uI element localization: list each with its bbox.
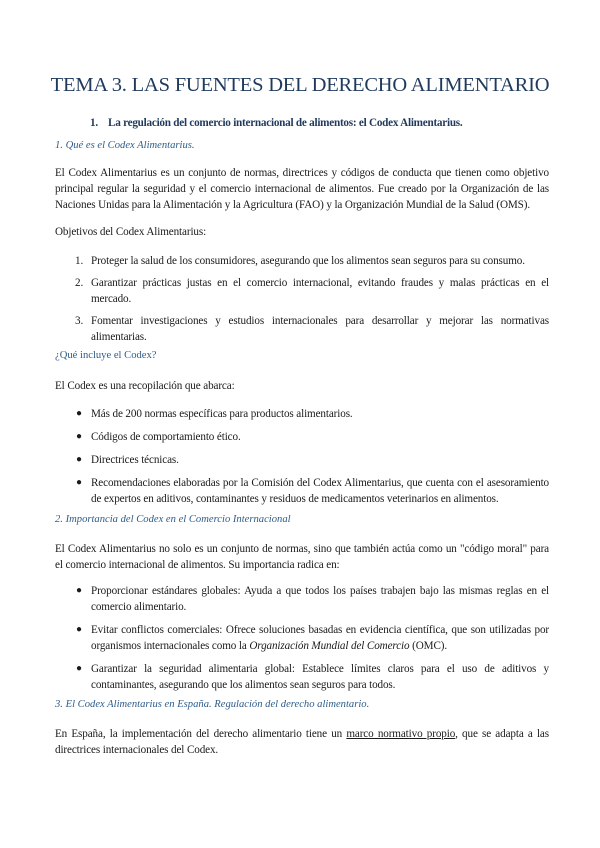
- list-item: [55, 275, 549, 307]
- list-item-text: Códigos de comportamiento ético.: [91, 431, 241, 443]
- list-item-text: Fomentar investigaciones y estudios internacionales para desarrollar y mejorar las normativas alimentarias.: [91, 315, 549, 343]
- section-1-paragraph: El Codex Alimentarius es un conjunto de normas, directrices y códigos de conducta que tienen como objetivo principal regular la seguridad y el comercio internacional de alimentos. Fue creado por la Organización de las Naciones Unidas para la Alimentación y la Agricultura (FAO) y la Organización Mundial de la Salud (OMS).: [55, 167, 549, 211]
- objectives-intro: Objetivos del Codex Alimentarius:: [55, 226, 207, 238]
- section-2-heading: 2. Importancia del Codex en el Comercio Internacional: [55, 514, 291, 525]
- list-item: [55, 661, 549, 693]
- list-item-text: Garantizar la seguridad alimentaria global: Establece límites claros para el uso de aditivos y contaminantes, asegurando que los alimentos sean seguros para todos.: [91, 663, 549, 691]
- bullet-icon: ●: [76, 477, 82, 488]
- list-item: [55, 313, 549, 345]
- bullet-icon: ●: [76, 624, 82, 635]
- list-item: [55, 253, 549, 269]
- list-item-text-tail: (OMC).: [409, 640, 448, 652]
- list-item-text: Proteger la salud de los consumidores, asegurando que los alimentos sean seguros para su consumo.: [91, 255, 525, 267]
- section-3-heading: 3. El Codex Alimentarius en España. Regulación del derecho alimentario.: [55, 699, 370, 710]
- organization-name: Organización Mundial del Comercio: [249, 640, 410, 652]
- section-1-heading: 1. Qué es el Codex Alimentarius.: [55, 140, 195, 151]
- section-3-paragraph: [55, 726, 549, 758]
- list-item: [55, 429, 549, 445]
- list-item-text: Directrices técnicas.: [91, 454, 179, 466]
- subheading: [90, 116, 462, 130]
- list-item: [55, 475, 549, 507]
- list-number: 3.: [75, 315, 84, 327]
- includes-heading: ¿Qué incluye el Codex?: [55, 350, 157, 361]
- subheading-number: 1.: [90, 117, 98, 129]
- bullet-icon: ●: [76, 431, 82, 442]
- list-item-text: Evitar conflictos comerciales: Ofrece soluciones basadas en evidencia científica, que son utilizadas por organismos internacionales como la: [91, 624, 549, 652]
- paragraph-text: En España, la implementación del derecho alimentario tiene un: [55, 728, 347, 740]
- list-number: 2.: [75, 277, 84, 289]
- list-item: [55, 406, 549, 422]
- marco-normativo-link: marco normativo propio: [346, 728, 456, 740]
- list-item: [55, 452, 549, 468]
- list-item: [55, 583, 549, 615]
- paragraph-text-tail: , que se adapta a las directrices internacionales del Codex.: [55, 728, 549, 756]
- list-item: [55, 622, 549, 654]
- list-item-text: Recomendaciones elaboradas por la Comisión del Codex Alimentarius, que cuenta con el asesoramiento de expertos en aditivos, contaminantes y residuos de medicamentos veterinarios en alimentos.: [91, 477, 549, 505]
- includes-list: [55, 406, 549, 507]
- page-title: TEMA 3. LAS FUENTES DEL DERECHO ALIMENTARIO: [50, 74, 550, 96]
- bullet-icon: ●: [76, 408, 82, 419]
- importance-list: [55, 583, 549, 693]
- subheading-text: La regulación del comercio internacional de alimentos: el Codex Alimentarius.: [108, 117, 463, 129]
- list-item-text: Proporcionar estándares globales: Ayuda a que todos los países trabajen bajo las mismas reglas en el comercio alimentario.: [91, 585, 549, 613]
- bullet-icon: ●: [76, 663, 82, 674]
- list-number: 1.: [75, 255, 84, 267]
- section-2-paragraph: El Codex Alimentarius no solo es un conjunto de normas, sino que también actúa como un "código moral" para el comercio internacional de alimentos. Su importancia radica en:: [55, 543, 549, 571]
- objectives-list: [55, 253, 549, 345]
- bullet-icon: ●: [76, 454, 82, 465]
- list-item-text: Garantizar prácticas justas en el comercio internacional, evitando fraudes y malas prácticas en el mercado.: [91, 277, 549, 305]
- list-item-text: Más de 200 normas específicas para productos alimentarios.: [91, 408, 353, 420]
- includes-intro: El Codex es una recopilación que abarca:: [55, 380, 235, 392]
- bullet-icon: ●: [76, 585, 82, 596]
